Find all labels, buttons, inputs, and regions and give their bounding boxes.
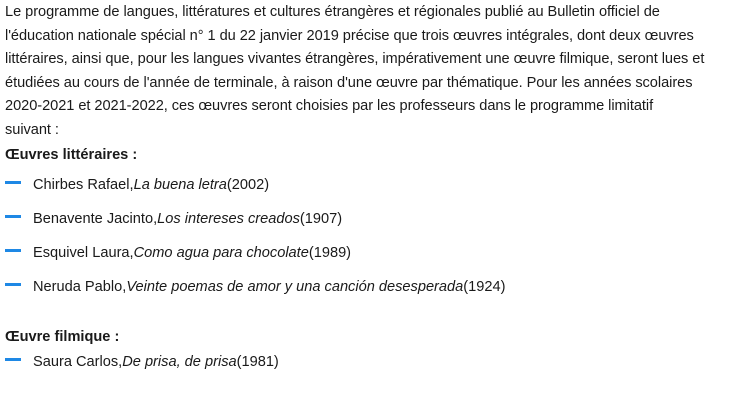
- dash-bullet-icon: [5, 215, 21, 218]
- list-item: [5, 202, 746, 236]
- dash-bullet-icon: [5, 249, 21, 252]
- work-year: (2002): [226, 176, 270, 193]
- literary-works-heading: Œuvres littéraires :: [5, 146, 138, 163]
- work-title: Como agua para chocolate: [133, 244, 309, 261]
- work-author: Benavente Jacinto,: [33, 210, 158, 227]
- intro-line: étudiées au cours de l'année de terminale, à raison d'une œuvre par thématique. Pour les années scolaires: [5, 74, 693, 91]
- list-item: [5, 270, 746, 304]
- dash-bullet-icon: [5, 358, 21, 361]
- work-year: (1989): [308, 244, 352, 261]
- list-item: [5, 168, 746, 202]
- work-author: Saura Carlos,: [33, 353, 123, 370]
- dash-bullet-icon: [5, 283, 21, 286]
- work-author: Chirbes Rafael,: [33, 176, 134, 193]
- list-item: [5, 350, 746, 374]
- film-work-heading: Œuvre filmique :: [5, 328, 120, 345]
- intro-line: littéraires, ainsi que, pour les langues vivantes étrangères, impérativement une œuvre filmique, seront lues et: [5, 51, 705, 68]
- literary-works-list: [5, 168, 746, 304]
- intro-line: 2020-2021 et 2021-2022, ces œuvres seront choisies par les professeurs dans le programme limitatif: [5, 98, 654, 115]
- dash-bullet-icon: [5, 181, 21, 184]
- work-author: Esquivel Laura,: [33, 244, 134, 261]
- intro-line: suivant :: [5, 121, 59, 138]
- work-author: Neruda Pablo,: [33, 278, 127, 295]
- work-year: (1907): [299, 210, 343, 227]
- work-year: (1981): [236, 353, 279, 370]
- intro-line: l'éducation nationale spécial n° 1 du 22 janvier 2019 précise que trois œuvres intégrales, dont deux œuvres: [5, 27, 694, 44]
- work-title: La buena letra: [133, 176, 227, 193]
- film-works-list: [5, 350, 746, 374]
- work-year: (1924): [463, 278, 506, 295]
- list-item: [5, 236, 746, 270]
- work-title: Veinte poemas de amor y una canción desesperada: [126, 278, 464, 295]
- intro-paragraph: [5, 0, 746, 143]
- work-title: Los intereses creados: [157, 210, 300, 227]
- work-title: De prisa, de prisa: [122, 353, 237, 370]
- intro-line: Le programme de langues, littératures et cultures étrangères et régionales publié au Bulletin officiel de: [5, 4, 660, 20]
